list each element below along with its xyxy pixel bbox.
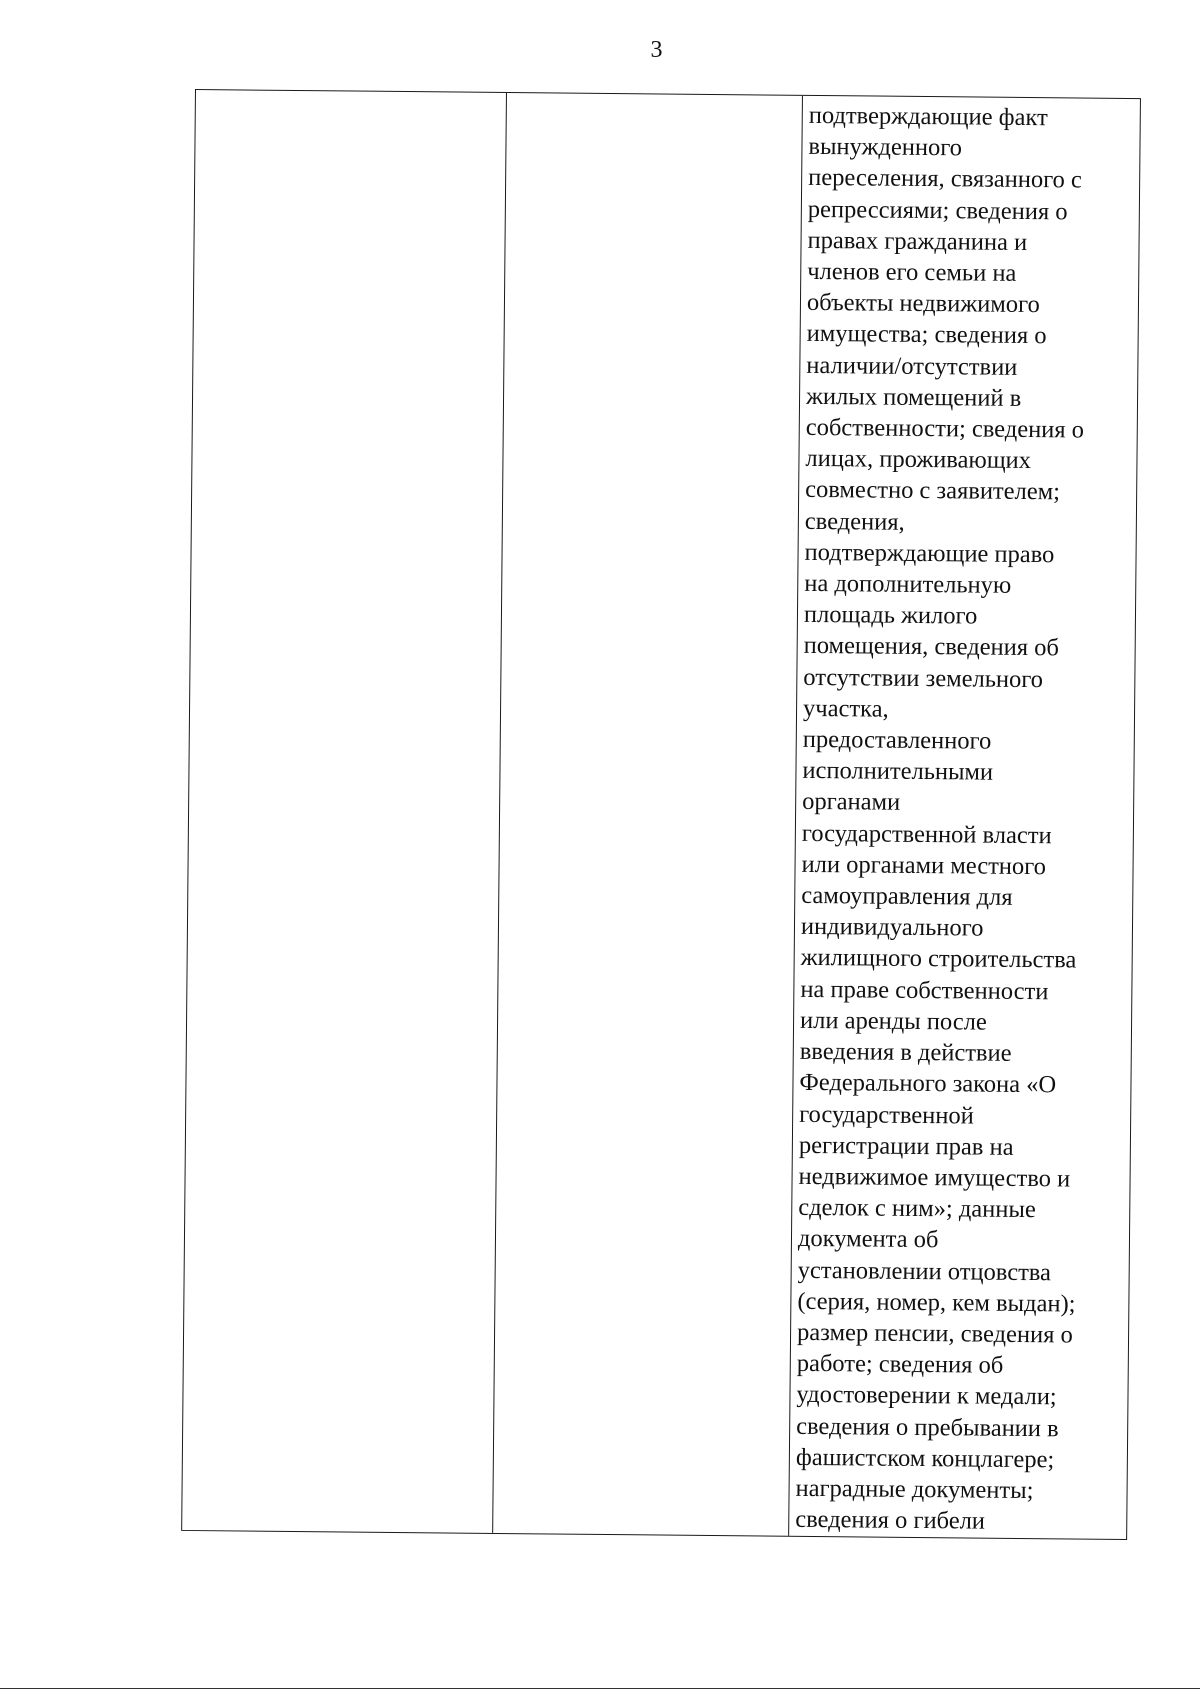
cell-text-line: фашистском концлагере; xyxy=(795,1443,1055,1474)
cell-text-line: площадь жилого xyxy=(803,601,978,630)
cell-text-line: или органами местного xyxy=(801,850,1047,881)
cell-text-line: государственной xyxy=(799,1100,974,1130)
cell-text-line: правах гражданина и xyxy=(807,226,1028,256)
cell-text-line: подтверждающие факт xyxy=(808,101,1048,132)
cell-text-line: удостоверении к медали; xyxy=(796,1381,1057,1411)
cell-text-line: вынужденного xyxy=(808,133,963,162)
footer-rule xyxy=(0,1688,1200,1689)
cell-text-line: на дополнительную xyxy=(804,569,1012,599)
cell-text-line: введения в действие xyxy=(799,1037,1012,1067)
cell-text-line: установлении отцовства xyxy=(797,1256,1052,1286)
document-table xyxy=(181,89,1141,1540)
cell-text-line: лицах, проживающих xyxy=(805,445,1032,475)
cell-text-line: совместно с заявителем; xyxy=(805,476,1061,506)
cell-text-line: исполнительными xyxy=(802,757,994,786)
cell-text-line: наличии/отсутствии xyxy=(806,351,1018,381)
cell-text-line: жилищного строительства xyxy=(800,944,1077,974)
cell-text-line: размер пенсии, сведения о xyxy=(796,1318,1073,1349)
cell-text-line: Федерального закона «О xyxy=(799,1069,1057,1099)
cell-text-line: предоставленного xyxy=(802,725,992,755)
cell-text-line: или аренды после xyxy=(799,1006,987,1036)
cell-text-line: индивидуального xyxy=(800,913,984,942)
cell-text-line: документа об xyxy=(797,1225,939,1254)
cell-text-line: самоуправления для xyxy=(801,881,1013,911)
cell-text-line: на праве собственности xyxy=(800,975,1049,1005)
cell-text-line: сделок с ним»; данные xyxy=(798,1193,1036,1224)
cell-text-line: государственной власти xyxy=(801,819,1052,849)
cell-text-line: подтверждающие право xyxy=(804,538,1055,569)
cell-text-line: работе; сведения об xyxy=(796,1349,1004,1379)
cell-text-line: сведения о гибели xyxy=(795,1505,986,1535)
cell-text-line: недвижимое имущество и xyxy=(798,1162,1071,1193)
cell-text-line: сведения о пребывании в xyxy=(796,1412,1059,1442)
cell-text-line: объекты недвижимого xyxy=(806,289,1040,319)
table-cell-col3 xyxy=(795,100,1139,1538)
cell-text-line: сведения, xyxy=(804,507,905,536)
cell-text-line: репрессиями; сведения о xyxy=(807,195,1068,225)
cell-text-line: имущества; сведения о xyxy=(806,320,1047,350)
cell-text-line: отсутствии земельного xyxy=(803,663,1044,693)
cell-text-line: регистрации прав на xyxy=(798,1131,1014,1161)
cell-text-line: членов его семьи на xyxy=(807,257,1017,287)
cell-text-line: жилых помещений в xyxy=(805,382,1022,412)
cell-text-line: наградные документы; xyxy=(795,1474,1034,1505)
cell-text-line: собственности; сведения о xyxy=(805,413,1085,444)
cell-text-line: помещения, сведения об xyxy=(803,632,1060,662)
cell-text-line: (серия, номер, кем выдан); xyxy=(797,1287,1076,1318)
cell-text-line: органами xyxy=(802,788,901,817)
cell-text-line: участка, xyxy=(802,694,889,723)
page-number: 3 xyxy=(650,37,663,63)
cell-text-line: переселения, связанного с xyxy=(808,164,1083,194)
column-divider-1 xyxy=(492,93,507,1533)
